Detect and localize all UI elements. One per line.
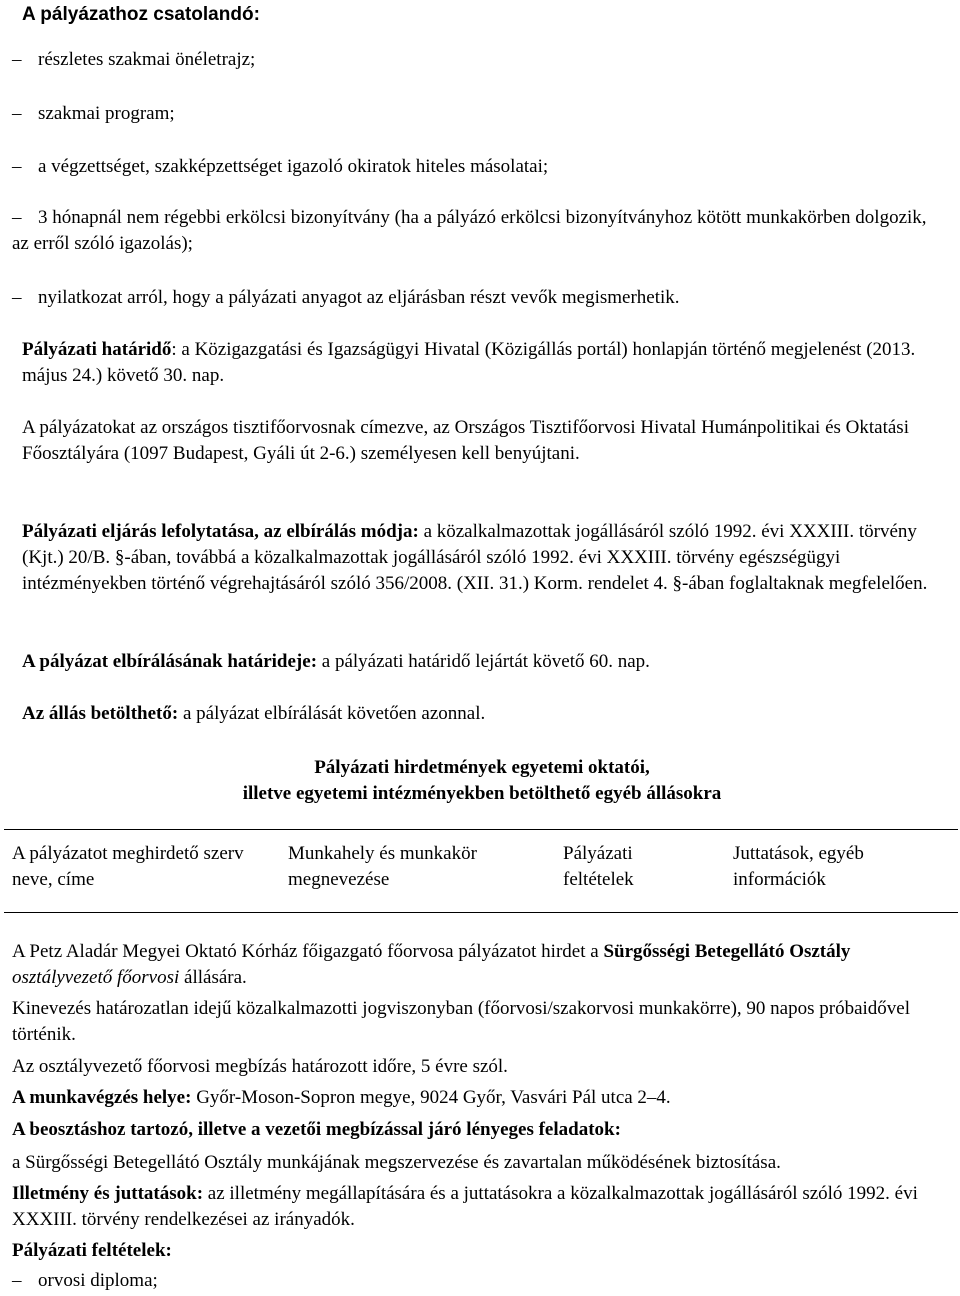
attachment-item-text: a végzettséget, szakképzettséget igazoló okiratok hiteles másolatai;: [38, 156, 549, 177]
attachment-item-text: 3 hónapnál nem régebbi erkölcsi bizonyítvány (ha a pályázó erkölcsi bizonyítványhoz kötött munkakörben dolgozik, az erről szóló igazolás);: [12, 207, 927, 254]
attachment-item-text: nyilatkozat arról, hogy a pályázati anyagot az eljárásban részt vevők megismerhetik.: [38, 287, 680, 308]
attachment-item-text: szakmai program;: [38, 103, 175, 124]
section-title: [22, 755, 942, 807]
ad-department: Sürgősségi Betegellátó Osztály: [603, 941, 851, 962]
procedure-label: Pályázati eljárás lefolytatása, az elbírálás módja:: [22, 521, 419, 542]
dash-marker: –: [12, 287, 22, 308]
fillable-label: Az állás betölthető:: [22, 703, 179, 724]
ad-place-text: Győr-Moson-Sopron megye, 9024 Győr, Vasvári Pál utca 2–4.: [191, 1087, 671, 1108]
submission-paragraph: A pályázatokat az országos tisztifőorvosnak címezve, az Országos Tisztifőorvosi Hivatal Humánpolitikai és Oktatási Főosztályára (1097 Budapest, Gyáli út 2-6.) személyesen kell benyújtani.: [22, 417, 909, 464]
attachment-item: [12, 154, 942, 180]
condition-item-text: orvosi diploma;: [38, 1270, 158, 1291]
ad-intro-end: állására.: [179, 967, 247, 988]
procedure-text: a közalkalmazottak jogállásáról szóló 1992. évi XXXIII. törvény (Kjt.) 20/B. §-ában, továbbá a közalkalmazottak jogállásáról szóló 1992. évi XXXIII. törvény egészségügyi intézményekben történő végrehajtásáról szóló 356/2008. (XII. 31.) Korm. rendelet 4. §-ában foglaltaknak megfelelően.: [22, 521, 928, 594]
ad-mandate: Az osztályvezető főorvosi megbízás határozott időre, 5 évre szól.: [12, 1056, 508, 1077]
attachment-item: [12, 101, 942, 127]
attachment-item: [12, 205, 942, 257]
decision-deadline-text: a pályázati határidő lejártát követő 60. nap.: [317, 651, 650, 672]
ad-salary-label: Illetmény és juttatások:: [12, 1183, 204, 1204]
ad-intro-text: A Petz Aladár Megyei Oktató Kórház főigazgató főorvosa pályázatot hirdet a: [12, 941, 604, 962]
ad-conditions-label: Pályázati feltételek:: [12, 1240, 172, 1261]
attachment-item: [12, 285, 942, 311]
column-header: A pályázatot meghirdető szerv neve, címe: [12, 843, 244, 890]
ad-salary-text: az illetmény megállapítására és a juttatásokra a közalkalmazottak jogállásáról szóló 1992. évi XXXIII. törvény rendelkezései az irányadók.: [12, 1183, 918, 1230]
ad-duties-label: A beosztáshoz tartozó, illetve a vezetői megbízással járó lényeges feladatok:: [12, 1119, 621, 1140]
fillable-text: a pályázat elbírálását követően azonnal.: [178, 703, 486, 724]
dash-marker: –: [12, 156, 22, 177]
fillable-paragraph: [22, 701, 942, 727]
ad-place-label: A munkavégzés helye:: [12, 1087, 192, 1108]
ad-position: osztályvezető főorvosi: [12, 967, 180, 988]
decision-deadline-label: A pályázat elbírálásának határideje:: [22, 651, 318, 672]
decision-deadline-paragraph: [22, 649, 942, 675]
ad-appointment: Kinevezés határozatlan idejű közalkalmazotti jogviszonyban (főorvosi/szakorvosi munkakörre), 90 napos próbaidővel történik.: [12, 998, 911, 1045]
section-title-line2: illetve egyetemi intézményekben betölthető egyéb állásokra: [242, 783, 722, 804]
procedure-paragraph: [22, 519, 942, 597]
table-top-rule: [4, 829, 958, 830]
ad-duties-text: a Sürgősségi Betegellátó Osztály munkájának megszervezése és zavartalan működésének biztosítása.: [12, 1152, 781, 1173]
attachments-heading: A pályázathoz csatolandó:: [22, 4, 260, 25]
dash-marker: –: [12, 49, 22, 70]
deadline-text: : a Közigazgatási és Igazságügyi Hivatal (Közigállás portál) honlapján történő megjelenést (2013. május 24.) követő 30. nap.: [22, 339, 916, 386]
dash-marker: –: [12, 1270, 22, 1291]
column-header-row: [12, 841, 942, 895]
dash-marker: –: [12, 207, 22, 228]
ad-place: [12, 1085, 942, 1111]
condition-item: [12, 1268, 942, 1294]
deadline-paragraph: [22, 337, 942, 389]
dash-marker: –: [12, 103, 22, 124]
ad-conditions: [12, 1238, 942, 1264]
ad-salary: [12, 1181, 942, 1233]
attachment-item-text: részletes szakmai önéletrajz;: [38, 49, 256, 70]
table-header-rule: [4, 912, 958, 913]
column-header: Pályázati feltételek: [563, 843, 634, 890]
column-header: Juttatások, egyéb információk: [733, 843, 864, 890]
column-header: Munkahely és munkakör megnevezése: [288, 843, 477, 890]
attachment-item: [12, 47, 942, 73]
deadline-label: Pályázati határidő: [22, 339, 172, 360]
section-title-line1: Pályázati hirdetmények egyetemi oktatói,: [314, 757, 650, 778]
ad-intro: [12, 939, 942, 991]
